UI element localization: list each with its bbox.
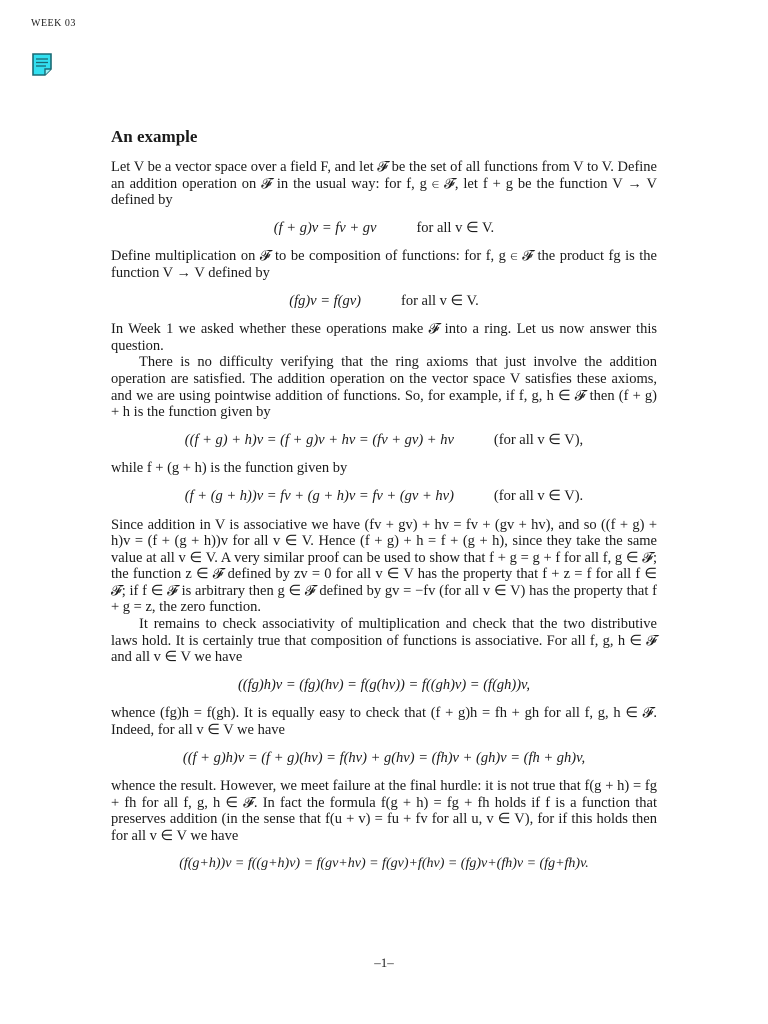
equation-condition: (for all v ∈ V), (493, 431, 584, 448)
equation-lhs: ((fg)h)v = (fg)(hv) = f(g(hv)) = f((gh)v) = (f(gh))v, (237, 676, 531, 693)
equation-composition-assoc (111, 677, 657, 694)
equation-lhs: (f + (g + h))v = fv + (g + h)v = fv + (gv + hv) (184, 487, 454, 504)
document-body (111, 126, 657, 884)
paragraph-since-addition: Since addition in V is associative we have (fv + gv) + hv = fv + (gv + hv), and so ((f + g) + h)v = (f + (g + h))v for all v ∈ V. Hence (f + g) + h = f + (g + h), since they take the same value at all v ∈ V. A very similar proof can be used to show that f + g = g + f for all f, g ∈ 𝓕; the function z ∈ 𝓕 defined by zv = 0 for all v ∈ V has the property that f + z = f for all f ∈ 𝓕; if f ∈ 𝓕 is arbitrary then g ∈ 𝓕 defined by gv = −fv (for all v ∈ V) has the property that f + g = z, the zero function. (111, 516, 657, 616)
paragraph-multiplication: Define multiplication on 𝓕 to be composition of functions: for f, g ∈ 𝓕 the product fg is the function V → V defined by (111, 248, 657, 281)
equation-condition: (for all v ∈ V). (493, 487, 584, 504)
paragraph-multiplication-check: It remains to check associativity of multiplication and check that the two distributive laws hold. It is certainly true that composition of functions is associative. For all f, g, h ∈ 𝓕 and all v ∈ V we have (111, 616, 657, 666)
week-header: WEEK 03 (31, 18, 76, 29)
equation-lhs: (fg)v = f(gv) (289, 292, 362, 309)
paragraph-while: while f + (g + h) is the function given by (111, 460, 348, 477)
section-title: An example (111, 127, 198, 146)
paragraph-distributive-right: whence (fg)h = f(gh). It is equally easy to check that (f + g)h = fh + gh for all f, g, h ∈ 𝓕. Indeed, for all v ∈ V we have (111, 705, 657, 739)
equation-lhs: ((f + g)h)v = (f + g)(hv) = f(hv) + g(hv) = (fh)v + (gh)v = (fh + gh)v, (182, 749, 586, 766)
equation-condition: for all v ∈ V. (416, 219, 495, 236)
equation-multiplication (111, 293, 657, 310)
equation-associativity-left (111, 432, 657, 449)
equation-associativity-right (111, 488, 657, 505)
note-icon[interactable] (31, 53, 53, 77)
equation-lhs: (f(g+h))v = f((g+h)v) = f(gv+hv) = f(gv)+f(hv) = (fg)v+(fh)v = (fg+fh)v. (179, 855, 589, 871)
equation-lhs: ((f + g) + h)v = (f + g)v + hv = (fv + gv) + hv (184, 431, 454, 448)
paragraph-final-hurdle: whence the result. However, we meet failure at the final hurdle: it is not true that f(g + h) = fg + fh for all f, g, h ∈ 𝓕. In fact the formula f(g + h) = fg + fh holds if f is a function that preserves addition (in the sense that f(u + v) = fu + fv for all u, v ∈ V), for if this holds then for all v ∈ V we have (111, 778, 657, 844)
equation-condition: for all v ∈ V. (401, 292, 479, 309)
page-number: –1– (374, 955, 394, 970)
paragraph-addition-axioms: There is no difficulty verifying that the ring axioms that just involve the addition operation are satisfied. The addition operation on the vector space V satisfies these axioms, and we are using pointwise addition of functions. So, for example, if f, g, h ∈ 𝓕 then (f + g) + h is the function given by (111, 354, 657, 421)
equation-addition (111, 220, 657, 237)
paragraph-intro: Let V be a vector space over a field F, and let 𝓕 be the set of all functions from V to V. Define an addition operation on 𝓕 in the usual way: for f, g ∈ 𝓕, let f + g be the function V → V defined by (111, 159, 657, 209)
equation-lhs: (f + g)v = fv + gv (273, 219, 377, 236)
equation-distributive-right (111, 750, 657, 767)
equation-distributive-left (111, 856, 657, 873)
paragraph-question: In Week 1 we asked whether these operations make 𝓕 into a ring. Let us now answer this question. (111, 321, 657, 354)
